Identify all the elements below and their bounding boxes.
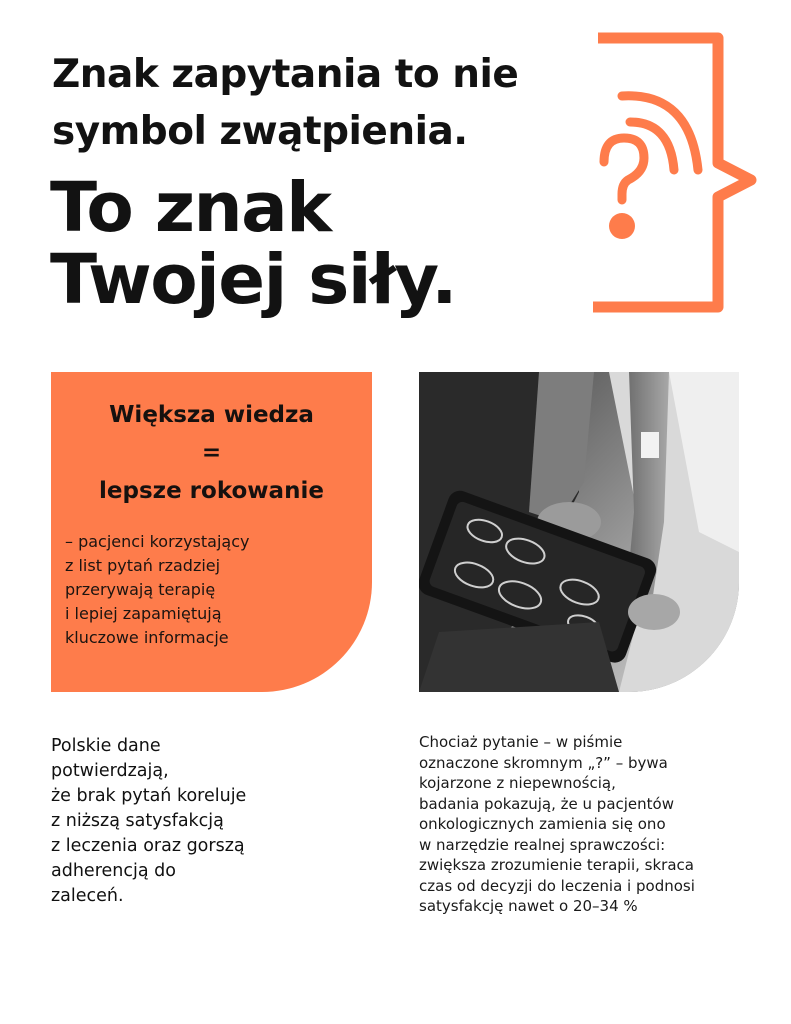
card-text-line: – pacjenci korzystający (65, 532, 250, 551)
intro-heading (52, 46, 572, 160)
paragraph-line: potwierdzają, (51, 761, 169, 781)
card-title-line-1: Większa wiedza (109, 402, 314, 428)
research-paragraph (419, 732, 749, 917)
card-text-line: przerywają terapię (65, 580, 216, 599)
paragraph-line: badania pokazują, że u pacjentów (419, 794, 674, 813)
intro-heading-line-2: symbol zwątpienia. (52, 109, 468, 154)
paragraph-line: onkologicznych zamienia się ono (419, 815, 666, 833)
card-title-line-2: = (201, 440, 222, 466)
main-heading-line-1: To znak (50, 168, 331, 248)
paragraph-line: oznaczone skromnym „?” – bywa (419, 753, 668, 772)
paragraph-line: kojarzone z niepewnością, (419, 774, 616, 792)
paragraph-line: zwiększa zrozumienie terapii, skraca (419, 856, 694, 874)
paragraph-line: z leczenia oraz gorszą (51, 836, 245, 856)
card-title-line-3: lepsze rokowanie (99, 478, 324, 504)
main-heading-line-2: Twojej siły. (50, 240, 456, 320)
paragraph-line: satysfakcję nawet o 20–34 % (419, 897, 638, 915)
paragraph-line: Chociaż pytanie – w piśmie (419, 733, 623, 751)
knowledge-card (51, 372, 372, 692)
paragraph-line: czas od decyzji do leczenia i podnosi (419, 876, 695, 895)
card-text-line: kluczowe informacje (65, 628, 229, 647)
main-heading (50, 168, 570, 320)
paragraph-line: Polskie dane (51, 736, 161, 756)
paragraph-line: adherencją do (51, 861, 176, 881)
card-text-line: z list pytań rzadziej (65, 556, 221, 575)
paragraph-line: w narzędzie realnej sprawczości: (419, 835, 666, 854)
patient-tablet-photo (419, 372, 739, 692)
question-bubble-icon (578, 30, 758, 315)
paragraph-line: zaleceń. (51, 886, 124, 906)
card-text-line: i lepiej zapamiętują (65, 604, 222, 623)
card-title (51, 396, 372, 510)
polish-data-paragraph (51, 734, 371, 909)
card-description (65, 530, 365, 650)
paragraph-line: że brak pytań koreluje (51, 786, 247, 806)
paragraph-line: z niższą satysfakcją (51, 811, 224, 831)
intro-heading-line-1: Znak zapytania to nie (52, 52, 519, 97)
